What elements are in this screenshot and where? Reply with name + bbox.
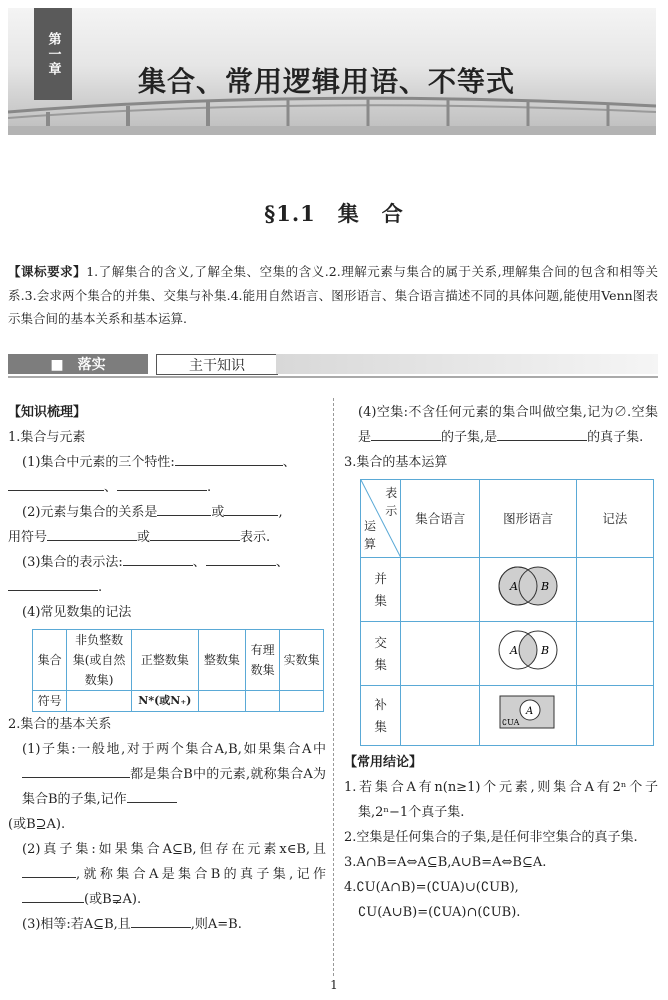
nav-tab-main-knowledge: 主干知识 bbox=[156, 354, 278, 375]
venn-intersection-diagram bbox=[488, 625, 568, 675]
table-row bbox=[33, 630, 324, 691]
section-title: §1.1 集 合 bbox=[264, 201, 404, 226]
requirements-text: 1.了解集合的含义,了解全集、空集的含义.2.理解元素与集合的属于关系,理解集合间的包含和相等关系.3.会求两个集合的并集、交集与补集.4.能用自然语言、图形语言、集合语言描述不同的具体问题,能使用Venn图表示集合间的基本关系和基本运算. bbox=[8, 264, 658, 326]
answer-blank bbox=[47, 525, 137, 541]
table-cell bbox=[67, 691, 132, 712]
s1-item3-cont: . bbox=[8, 575, 326, 600]
course-requirements bbox=[8, 260, 658, 331]
table-cell bbox=[401, 622, 480, 686]
table-row bbox=[361, 480, 654, 558]
s3-title: 3.集合的基本运算 bbox=[344, 455, 448, 470]
table-row bbox=[361, 686, 654, 746]
s1-item3: (3)集合的表示法: 、 、 bbox=[8, 550, 326, 575]
answer-blank bbox=[8, 575, 98, 591]
nav-tab-practice: ■ 落实 bbox=[8, 354, 148, 374]
venn-label-a: A bbox=[510, 643, 519, 657]
table-header: 记法 bbox=[576, 480, 653, 558]
table-header: 有理数集 bbox=[246, 630, 280, 691]
table-header: 非负整数集(或自然数集) bbox=[67, 630, 132, 691]
conclusion-4a: 4.∁U(A∩B)=(∁UA)∪(∁UB), bbox=[344, 880, 519, 895]
s2-item1-end: (或B⊇A). bbox=[8, 817, 66, 832]
table-cell bbox=[480, 558, 577, 622]
venn-label-a: A bbox=[510, 579, 519, 593]
conclusion-4b: ∁U(A∪B)=(∁UA)∩(∁UB). bbox=[358, 905, 521, 920]
s1-item1-cont: 、 . bbox=[8, 475, 326, 500]
table-row bbox=[33, 691, 324, 712]
venn-label-b: B bbox=[541, 579, 550, 593]
answer-blank bbox=[150, 525, 240, 541]
answer-blank bbox=[8, 475, 104, 491]
number-sets-table bbox=[32, 629, 324, 712]
table-cell bbox=[401, 686, 480, 746]
answer-blank bbox=[157, 500, 211, 516]
s2-item4: (4)空集:不含任何元素的集合叫做空集,记为∅.空集是 的子集,是 的真子集. bbox=[358, 405, 658, 445]
page-number: 1 bbox=[330, 978, 338, 992]
table-cell bbox=[480, 622, 577, 686]
table-row-label: 补集 bbox=[361, 686, 401, 746]
nav-fill bbox=[276, 354, 658, 374]
table-cell bbox=[246, 691, 280, 712]
left-column bbox=[8, 400, 326, 937]
table-header: 整数集 bbox=[198, 630, 246, 691]
answer-blank bbox=[131, 912, 191, 928]
chapter-tab: 第一章 bbox=[34, 8, 72, 100]
answer-blank bbox=[22, 887, 84, 903]
answer-blank bbox=[224, 500, 278, 516]
answer-blank bbox=[371, 425, 441, 441]
table-row bbox=[361, 558, 654, 622]
column-divider bbox=[333, 398, 334, 976]
table-header: 实数集 bbox=[280, 630, 324, 691]
table-header: 正整数集 bbox=[132, 630, 199, 691]
table-cell bbox=[280, 691, 324, 712]
answer-blank bbox=[22, 862, 76, 878]
s1-title: 1.集合与元素 bbox=[8, 430, 86, 445]
venn-label-a: A bbox=[526, 705, 534, 717]
s2-title: 2.集合的基本关系 bbox=[8, 717, 112, 732]
table-cell bbox=[480, 686, 577, 746]
s2-item3: (3)相等:若A⊆B,且 ,则A=B. bbox=[8, 912, 326, 937]
table-cell: N*(或N₊) bbox=[132, 691, 199, 712]
section-nav-bar bbox=[8, 354, 658, 378]
table-cell bbox=[576, 622, 653, 686]
table-header: 集合 bbox=[33, 630, 67, 691]
table-header: 图形语言 bbox=[480, 480, 577, 558]
table-cell bbox=[401, 558, 480, 622]
s1-item1: (1)集合中元素的三个特性: 、 bbox=[8, 450, 326, 475]
table-cell bbox=[576, 558, 653, 622]
answer-blank bbox=[206, 550, 276, 566]
right-column bbox=[344, 400, 658, 925]
requirements-label: 【课标要求】 bbox=[8, 264, 87, 279]
answer-blank bbox=[127, 787, 177, 803]
answer-blank bbox=[22, 762, 130, 778]
conclusion-2: 2.空集是任何集合的子集,是任何非空集合的真子集. bbox=[344, 830, 638, 845]
table-cell: 符号 bbox=[33, 691, 67, 712]
table-header: 集合语言 bbox=[401, 480, 480, 558]
venn-label-b: B bbox=[541, 643, 550, 657]
table-row-label: 并集 bbox=[361, 558, 401, 622]
common-conclusions-label: 【常用结论】 bbox=[344, 755, 423, 770]
set-operations-table bbox=[360, 479, 654, 746]
venn-label-complement: ∁UA bbox=[502, 717, 520, 727]
s1-item2: (2)元素与集合的关系是 或 , bbox=[8, 500, 326, 525]
table-row bbox=[361, 622, 654, 686]
s2-item2: (2)真子集:如果集合A⊆B,但存在元素x∈B,且,就称集合A是集合B的真子集,记作(或B⊋A). bbox=[22, 842, 326, 907]
diag-header-bottom: 运算 bbox=[363, 519, 376, 551]
s1-item4: (4)常见数集的记法 bbox=[22, 605, 132, 620]
diagonal-header bbox=[361, 480, 401, 558]
s2-item1: (1)子集:一般地,对于两个集合A,B,如果集合A中都是集合B中的元素,就称集合A为集合B的子集,记作 bbox=[22, 742, 326, 807]
s1-item2-cont: 用符号 或 表示. bbox=[8, 525, 326, 550]
answer-blank bbox=[117, 475, 207, 491]
table-cell bbox=[576, 686, 653, 746]
answer-blank bbox=[497, 425, 587, 441]
chapter-title: 集合、常用逻辑用语、不等式 bbox=[138, 65, 516, 98]
table-row-label: 交集 bbox=[361, 622, 401, 686]
chapter-banner bbox=[8, 8, 656, 135]
venn-complement-diagram bbox=[488, 690, 568, 734]
table-cell bbox=[198, 691, 246, 712]
venn-union-diagram bbox=[488, 561, 568, 611]
knowledge-label: 【知识梳理】 bbox=[8, 405, 87, 420]
answer-blank bbox=[123, 550, 193, 566]
answer-blank bbox=[175, 450, 283, 466]
diag-header-top: 表示 bbox=[385, 486, 398, 518]
conclusion-1: 1.若集合A有n(n≥1)个元素,则集合A有2ⁿ个子集,2ⁿ−1个真子集. bbox=[344, 780, 658, 820]
conclusion-3: 3.A∩B=A⇔A⊆B,A∪B=A⇔B⊆A. bbox=[344, 855, 547, 870]
